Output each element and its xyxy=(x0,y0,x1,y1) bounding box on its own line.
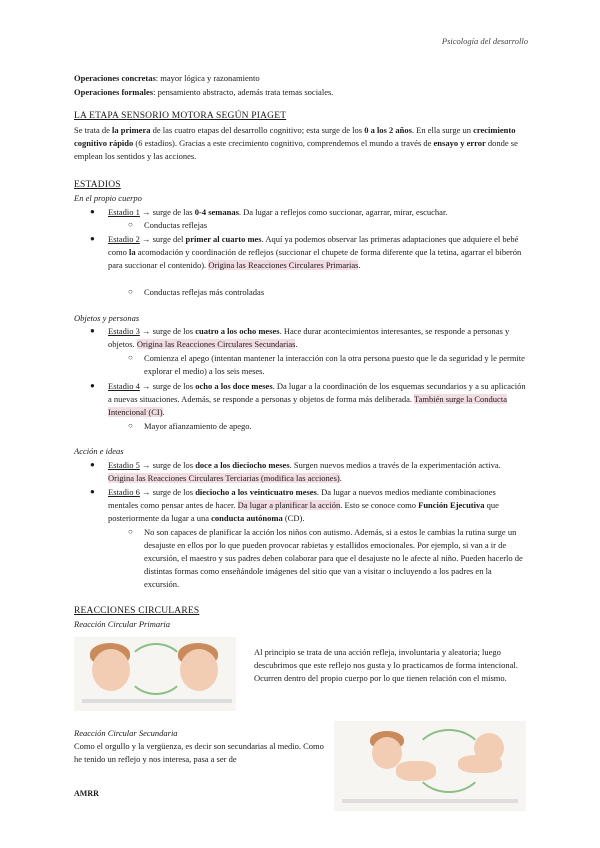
bullet-icon: ● xyxy=(90,234,95,243)
secundaria-illustration xyxy=(334,721,526,811)
estadio-2-sub: Conductas reflejas más controladas xyxy=(144,287,265,297)
circle-bullet-icon: ○ xyxy=(128,353,133,362)
bullet-icon: ● xyxy=(90,460,95,469)
group-title-cuerpo: En el propio cuerpo xyxy=(74,193,142,203)
group-title-accion: Acción e ideas xyxy=(74,446,124,456)
estadio-1-item: Estadio 1 → surge de las 0-4 semanas. Da lugar a reflejos como succionar, agarrar, mirar, escuchar. xyxy=(108,207,448,217)
circle-bullet-icon: ○ xyxy=(128,220,133,229)
secundaria-title: Reacción Circular Secundaria xyxy=(74,728,178,738)
section-title-estadios: ESTADIOS xyxy=(74,180,121,190)
estadio-6-sub: No son capaces de planificar la acción los niños con autismo. Además, si a estos le cambias la rutina surge un desajuste en ellos por lo que pueden provocar rabietas y estallidos emocionales. Por ejemplo, si van a ir de excursión, el maestro y sus padres deben colaborar para que el desajuste no le afecte al niño. Pueden hacerlo de distintas formas como enseñándole imágenes del sitio que van a visitar o incluyendo a los padres en la excursión. xyxy=(144,527,523,589)
sensorio-paragraph: Se trata de la primera de las cuatro etapas del desarrollo cognitivo; esta surge de los 0 a los 2 años. En ella surge un crecimiento cognitivo rápido (6 estadios). Gracias a este crecimiento cognitivo, comprendemos el mundo a través de ensayo y error donde se emplean los sentidos y las acciones. xyxy=(74,125,518,161)
section-title-reacciones: REACCIONES CIRCULARES xyxy=(74,606,200,616)
primaria-text: Al principio se trata de una acción refleja, involuntaria y aleatoria; luego descubrimos que este reflejo nos gusta y lo practicamos de forma intencional. Ocurren dentro del propio cuerpo por lo que tienen relación con el mismo. xyxy=(254,647,518,683)
concretas-line: Operaciones concretas: mayor lógica y razonamiento xyxy=(74,73,260,83)
footer-initials: AMRR xyxy=(74,789,99,798)
circle-bullet-icon: ○ xyxy=(128,421,133,430)
bullet-icon: ● xyxy=(90,326,95,335)
estadio-6-item: Estadio 6 → surge de los dieciocho a los veinticuatro meses. Da lugar a nuevos medios mediante combinaciones mentales como pensar antes de hacer. Da lugar a planificar la acción. Esto se conoce como Función Ejecutiva que posteriormente da lugar a una conducta autónoma (CD). xyxy=(108,487,499,523)
estadio-4-item: Estadio 4 → surge de los ocho a los doce meses. Da lugar a la coordinación de los esquemas secundarios y a su aplicación a nuevas situaciones. Además, se responde a personas y objetos de forma más deliberada. También surge la Conducta Intencional (CI). xyxy=(108,381,526,417)
estadio-3-sub: Comienza el apego (intentan mantener la interacción con la otra persona puesto que le da seguridad y le permite explorar el medio) a los seis meses. xyxy=(144,353,525,376)
circle-bullet-icon: ○ xyxy=(128,527,133,536)
formales-line: Operaciones formales: pensamiento abstracto, además trata temas sociales. xyxy=(74,87,334,97)
bullet-icon: ● xyxy=(90,487,95,496)
bullet-icon: ● xyxy=(90,381,95,390)
bullet-icon: ● xyxy=(90,207,95,216)
estadio-3-item: Estadio 3 → surge de los cuatro a los ocho meses. Hace durar acontecimientos interesantes, se responde a personas y objetos. Origina las Reacciones Circulares Secundarias. xyxy=(108,326,510,349)
running-header: Psicología del desarrollo xyxy=(441,36,528,46)
group-title-objetos: Objetos y personas xyxy=(74,313,140,323)
secundaria-text: Como el orgullo y la vergüenza, es decir son secundarias al medio. Como he tenido un reflejo y nos interesa, pasa a ser de xyxy=(74,741,324,764)
estadio-2-item: Estadio 2 → surge del primer al cuarto mes. Aquí ya podemos observar las primeras adaptaciones que adquiere el bebé como la acomodación y coordinación de reflejos (succionar el chupete de forma diferente que la tetina, agarrar el biberón para succionar el contenido). Origina las Reacciones Circulares Primarias. xyxy=(108,234,522,270)
circle-bullet-icon: ○ xyxy=(128,287,133,296)
estadio-5-item: Estadio 5 → surge de los doce a los dieciocho meses. Surgen nuevos medios a través de la experimentación activa. Origina las Reacciones Circulares Terciarias (modifica las acciones). xyxy=(108,460,501,483)
primaria-title: Reacción Circular Primaria xyxy=(74,619,171,629)
primaria-illustration xyxy=(74,637,236,711)
estadio-4-sub: Mayor afianzamiento de apego. xyxy=(144,421,252,431)
estadio-1-sub: Conductas reflejas xyxy=(144,220,208,230)
section-title-sensorio: LA ETAPA SENSORIO MOTORA SEGÚN PIAGET xyxy=(74,111,287,121)
